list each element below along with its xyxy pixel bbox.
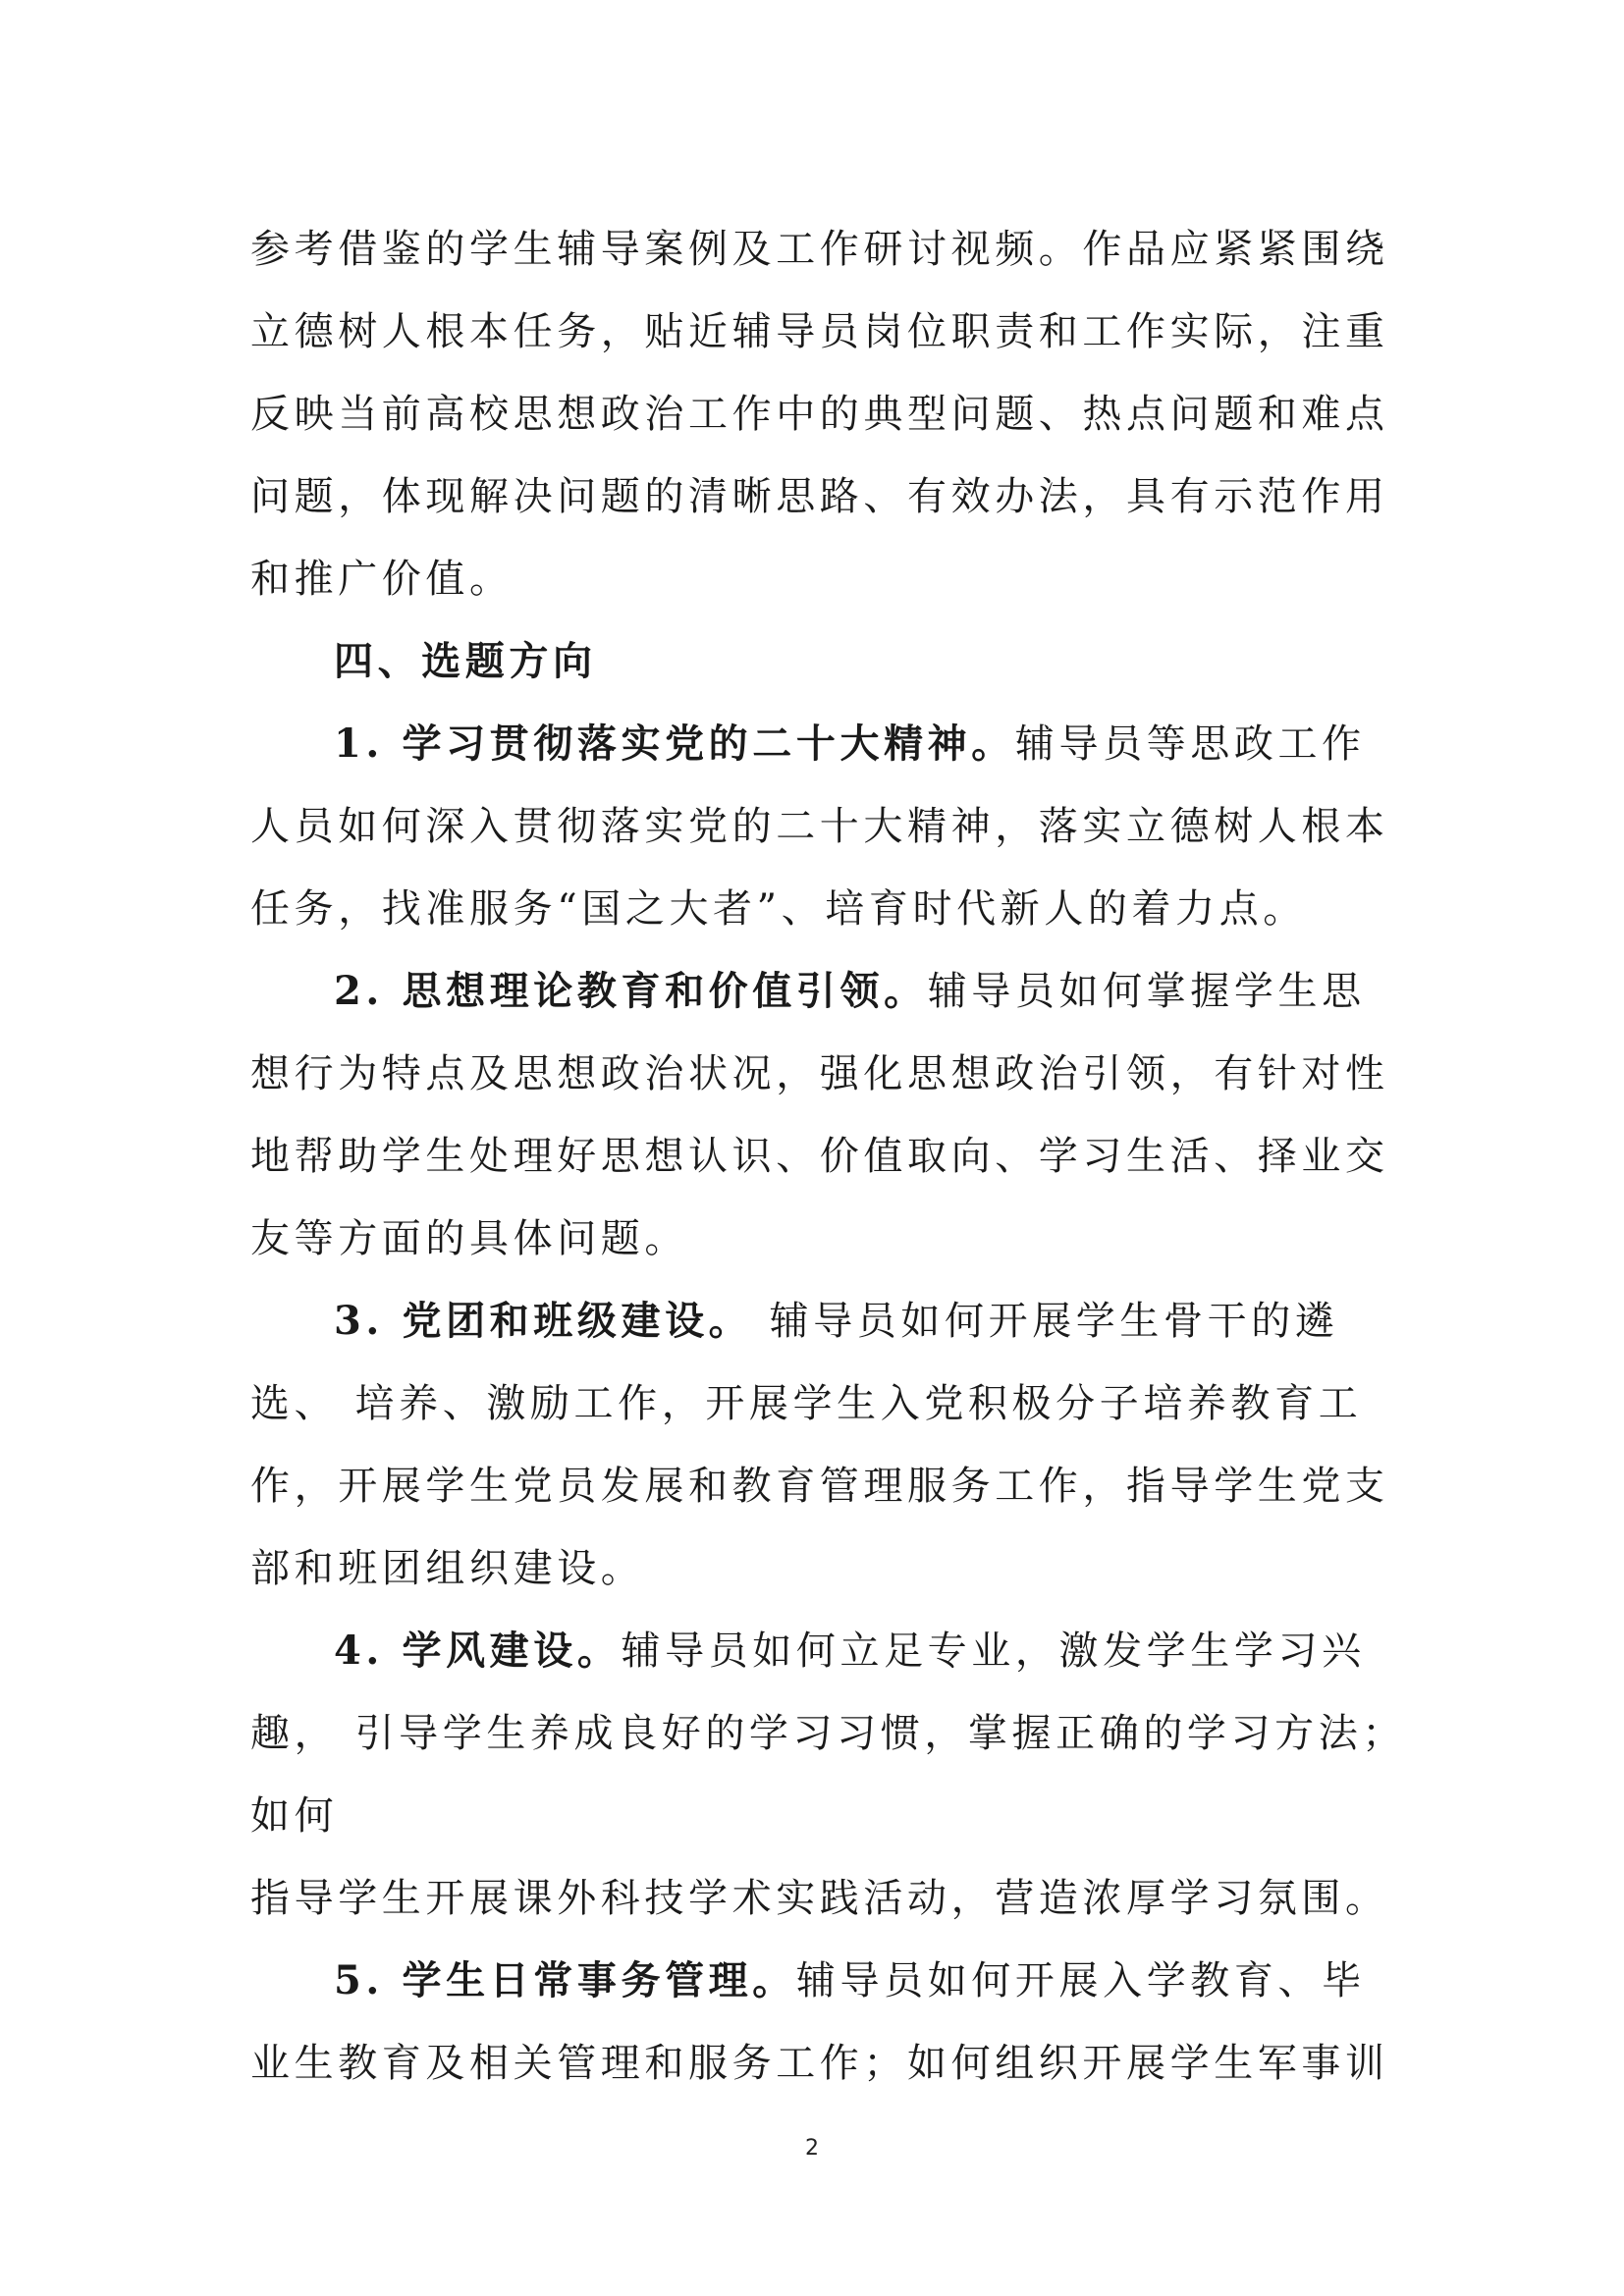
- paragraph-line: 部和班团组织建设。: [250, 1546, 645, 1591]
- section-heading: 四、选题方向: [334, 638, 597, 684]
- list-item-4-text: 辅导员如何立足专业，激发学生学习兴: [621, 1629, 1366, 1674]
- list-item-5-title: 5. 学生日常事务管理。: [334, 1957, 796, 2003]
- list-item-2-text: 辅导员如何掌握学生思: [927, 969, 1366, 1014]
- paragraph-line: 趣， 引导学生养成良好的学习习惯，掌握正确的学习方法；: [250, 1711, 1406, 1756]
- paragraph-line: 立德树人根本任务，贴近辅导员岗位职责和工作实际，注重: [250, 309, 1389, 354]
- paragraph-line: 问题，体现解决问题的清晰思路、有效办法，具有示范作用: [250, 474, 1389, 519]
- paragraph-line: 参考借鉴的学生辅导案例及工作研讨视频。作品应紧紧围绕: [250, 227, 1389, 272]
- paragraph-line: 作，开展学生党员发展和教育管理服务工作，指导学生党支: [250, 1464, 1389, 1509]
- list-item-2-first-line: [334, 950, 1389, 1033]
- list-item-4-first-line: [334, 1610, 1389, 1692]
- list-item-3-text: 辅导员如何开展学生骨干的遴: [752, 1299, 1339, 1344]
- paragraph-line: 地帮助学生处理好思想认识、价值取向、学习生活、择业交: [250, 1134, 1389, 1179]
- list-item-5-text: 辅导员如何开展入学教育、毕: [795, 1958, 1366, 2003]
- list-item-1-text: 辅导员等思政工作: [1014, 721, 1366, 767]
- paragraph-line: 任务，找准服务“国之大者”、培育时代新人的着力点。: [250, 886, 1307, 932]
- paragraph-line: 和推广价值。: [250, 557, 514, 602]
- paragraph-line: 想行为特点及思想政治状况，强化思想政治引领，有针对性: [250, 1051, 1389, 1096]
- paragraph-line: 业生教育及相关管理和服务工作；如何组织开展学生军事训: [250, 2041, 1389, 2086]
- paragraph-line: 选、 培养、激励工作，开展学生入党积极分子培养教育工: [250, 1381, 1363, 1426]
- list-item-4-title: 4. 学风建设。: [334, 1628, 622, 1674]
- list-item-5-first-line: [334, 1940, 1389, 2022]
- list-item-1-title: 1. 学习贯彻落实党的二十大精神。: [334, 721, 1015, 767]
- list-item-2-title: 2. 思想理论教育和价值引领。: [334, 968, 928, 1014]
- list-item-3-title: 3. 党团和班级建设。: [334, 1298, 753, 1344]
- list-item-3-first-line: [334, 1280, 1389, 1362]
- list-item-1-first-line: [334, 703, 1389, 785]
- paragraph-line: 友等方面的具体问题。: [250, 1216, 688, 1261]
- paragraph-line: 如何: [250, 1793, 339, 1839]
- paragraph-line: 指导学生开展课外科技学术实践活动，营造浓厚学习氛围。: [250, 1876, 1389, 1921]
- paragraph-line: 人员如何深入贯彻落实党的二十大精神，落实立德树人根本: [250, 804, 1389, 849]
- page-number: 2: [805, 2136, 819, 2161]
- paragraph-line: 反映当前高校思想政治工作中的典型问题、热点问题和难点: [250, 392, 1389, 437]
